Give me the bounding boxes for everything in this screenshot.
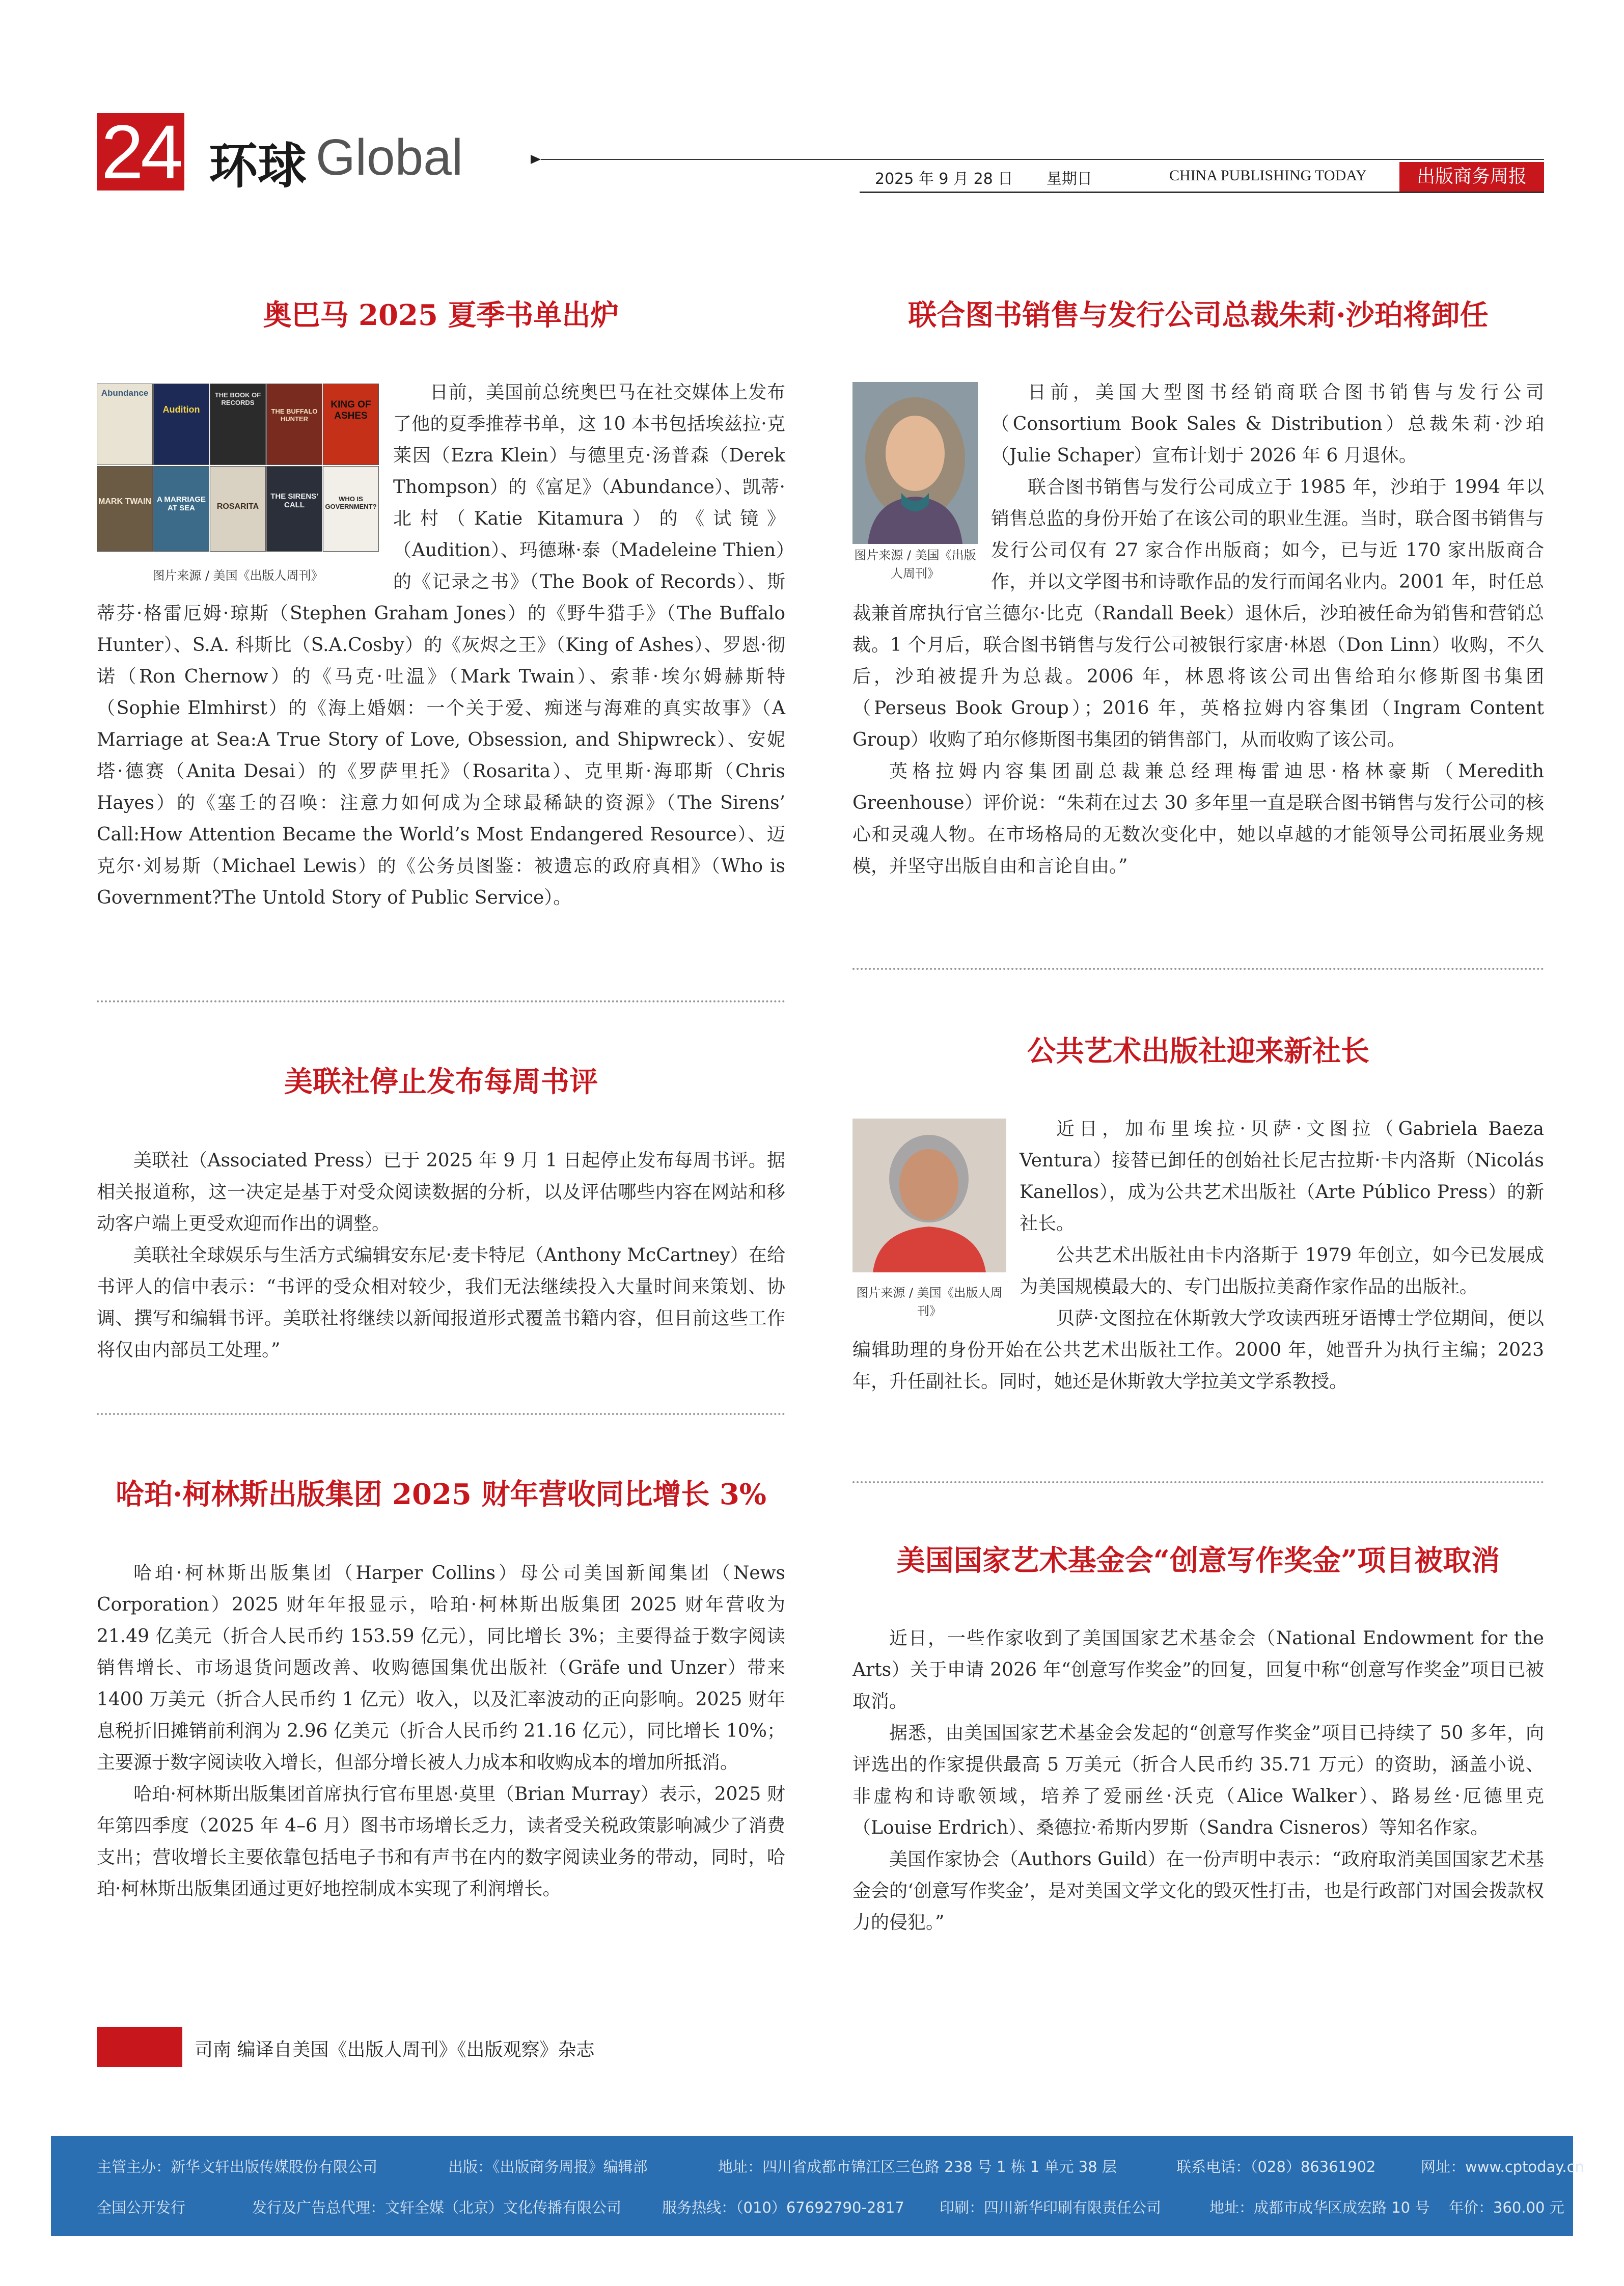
header-underline xyxy=(860,192,1544,193)
paragraph: 美国作家协会（Authors Guild）在一份声明中表示：“政府取消美国国家艺术基金会的‘创意写作奖金’，是对美国文学文化的毁灭性打击，也是行政部门对国会拨款权力的侵犯。” xyxy=(852,1849,1544,1933)
article-body-nea xyxy=(852,1623,1544,1939)
image-caption: 图片来源 / 美国《出版人周刊》 xyxy=(152,568,323,583)
article-body-arte xyxy=(852,1113,1544,1398)
article-title-obama: 奥巴马 2025 夏季书单出炉 xyxy=(263,298,619,332)
paper-name-cn: 出版商务周报 xyxy=(1399,162,1544,192)
cover-title: ROSARITA xyxy=(216,502,259,511)
cover-title: THE SIRENS' CALL xyxy=(270,492,318,509)
paragraph: 近日，一些作家收到了美国国家艺术基金会（National Endowment for the Arts）关于申请 2026 年“创意写作奖金”的回复，回复中称“创意写作奖金”项目已被取消。 xyxy=(852,1628,1544,1712)
image-caption: 图片来源 / 美国《出版人周刊》 xyxy=(854,548,976,581)
image-spacer xyxy=(852,377,978,591)
footer-website[interactable]: 网址：www.cptoday.cn xyxy=(1421,2158,1584,2175)
footer-price: 年价：360.00 元 xyxy=(1449,2199,1564,2216)
article-title-harper: 哈珀·柯林斯出版集团 2025 财年营收同比增长 3% xyxy=(115,1478,767,1511)
paragraph: 美联社全球娱乐与生活方式编辑安东尼·麦卡特尼（Anthony McCartney）在给书评人的信中表示：“书评的受众相对较少，我们无法继续投入大量时间来策划、协调、撰写和编辑书评。美联社将继续以新闻报道形式覆盖书籍内容，但目前这些工作将仅由内部员工处理。” xyxy=(97,1245,785,1360)
article-body-obama xyxy=(97,377,785,914)
paragraph: 联合图书销售与发行公司成立于 1985 年，沙珀于 1994 年以销售总监的身份开始了在该公司的职业生涯。当时，联合图书销售与发行公司仅有 27 家合作出版商；如今，已与近 170 家出版商合作，并以文学图书和诗歌作品的发行而闻名业内。2001 年，时任总裁兼首席执行官兰德尔·比克（Randall Beek）退休后，沙珀被任命为销售和营销总裁。1 个月后，联合图书销售与发行公司被银行家唐·林恩（Don Linn）收购，不久后，沙珀被提升为总裁。2006 年，林恩将该公司出售给珀尔修斯图书集团（Perseus Book Group）；2016 年，英格拉姆内容集团（Ingram Content Group）收购了珀尔修斯图书集团的销售部门，从而收购了该公司。 xyxy=(852,477,1544,750)
footer-editor: 出版：《出版商务周报》编辑部 xyxy=(448,2158,648,2175)
cover-title: A MARRIAGE AT SEA xyxy=(156,495,206,512)
article-body-harper xyxy=(97,1558,785,1905)
article-title-consortium: 联合图书销售与发行公司总裁朱莉·沙珀将卸任 xyxy=(908,298,1489,332)
footer-publisher: 主管主办：新华文轩出版传媒股份有限公司 xyxy=(97,2158,378,2175)
footer-address2: 地址：成都市成华区成宏路 10 号 xyxy=(1209,2199,1430,2216)
paragraph: 近日，加布里埃拉·贝萨·文图拉（Gabriela Baeza Ventura）接替已卸任的创始社长尼古拉斯·卡内洛斯（Nicolás Kanellos），成为公共艺术出版社（Arte Público Press）的新社长。 xyxy=(1020,1119,1544,1234)
footer-address: 地址：四川省成都市锦江区三色路 238 号 1 栋 1 单元 38 层 xyxy=(718,2158,1117,2175)
paragraph: 哈珀·柯林斯出版集团（Harper Collins）母公司美国新闻集团（News Corporation）2025 财年年报显示，哈珀·柯林斯出版集团 2025 财年营收为 21.49 亿美元（折合人民币约 153.59 亿元），同比增长 3%；主要得益于数字阅读销售增长、市场退货问题改善、收购德国集优出版社（Gräfe und Unzer）带来 1400 万美元（折合人民币约 1 亿元）收入，以及汇率波动的正向影响。2025 财年息税折旧摊销前利润为 2.96 亿美元（折合人民币约 21.16 亿元），同比增长 10%；主要源于数字阅读收入增长，但部分增长被人力成本和收购成本的增加所抵消。 xyxy=(97,1563,785,1773)
header-arrow-icon xyxy=(531,155,541,164)
cover-title: THE BOOK OF RECORDS xyxy=(214,391,261,406)
paragraph: 美联社（Associated Press）已于 2025 年 9 月 1 日起停止发布每周书评。据相关报道称，这一决定是基于对受众阅读数据的分析，以及评估哪些内容在网站和移动客户端上更受欢迎而作出的调整。 xyxy=(97,1150,785,1234)
cover-title: Audition xyxy=(162,404,200,415)
footer-printer: 印刷：四川新华印刷有限责任公司 xyxy=(940,2199,1162,2216)
article-body-consortium xyxy=(852,377,1544,882)
section-title-en: Global xyxy=(316,129,463,186)
credit-line: 司南 编译自美国《出版人周刊》《出版观察》杂志 xyxy=(195,2039,595,2060)
credit-bar xyxy=(97,2027,182,2067)
section-title-cn: 环球 xyxy=(209,138,307,195)
section-divider xyxy=(97,1000,785,1002)
cover-title: Abundance xyxy=(101,388,149,398)
footer-bar xyxy=(51,2136,1584,2236)
section-divider xyxy=(852,1481,1544,1483)
header-rule xyxy=(541,159,1544,160)
section-divider xyxy=(852,968,1544,970)
cover-title: KING OF ASHES xyxy=(331,399,371,421)
footer-phone: 联系电话：（028）86361902 xyxy=(1176,2158,1376,2175)
paragraph: 公共艺术出版社由卡内洛斯于 1979 年创立，如今已发展成为美国规模最大的、专门出版拉美裔作家作品的出版社。 xyxy=(1020,1245,1544,1297)
article-title-arte: 公共艺术出版社迎来新社长 xyxy=(1027,1035,1369,1068)
paragraph: 据悉，由美国国家艺术基金会发起的“创意写作奖金”项目已持续了 50 多年，向评选出的作家提供最高 5 万美元（折合人民币约 35.71 万元）的资助，涵盖小说、非虚构和诗歌领域，培养了爱丽丝·沃克（Alice Walker）、路易丝·厄德里克（Louise Erdrich）、桑德拉·希斯内罗斯（Sandra Cisneros）等知名作家。 xyxy=(852,1723,1544,1838)
page-number: 24 xyxy=(97,113,184,190)
image-caption: 图片来源 / 美国《出版人周刊》 xyxy=(856,1286,1003,1318)
footer-agent: 发行及广告总代理：文轩全媒（北京）文化传播有限公司 xyxy=(252,2199,622,2216)
footer-hotline: 服务热线：（010）67692790-2817 xyxy=(662,2199,904,2216)
cover-title: MARK TWAIN xyxy=(98,497,151,506)
paper-name-en: CHINA PUBLISHING TODAY xyxy=(1169,167,1367,184)
issue-weekday: 星期日 xyxy=(1047,170,1092,188)
image-spacer xyxy=(97,377,379,591)
paragraph: 日前，美国前总统奥巴马在社交媒体上发布了他的夏季推荐书单，这 10 本书包括埃兹拉·克莱因（Ezra Klein）与德里克·汤普森（Derek Thompson）的《富足》（Abundance）、凯蒂·北村（Katie Kitamura）的《试镜》（Audition）、玛德琳·泰（Madeleine Thien）的《记录之书》（The Book of Records）、斯蒂芬·格雷厄姆·琼斯（Stephen Graham Jones）的《野牛猎手》（The Buffalo Hunter）、S.A. 科斯比（S.A.Cosby）的《灰烬之王》（King of Ashes）、罗恩·彻诺（Ron Chernow）的《马克·吐温》（Mark Twain）、索菲·埃尔姆赫斯特（Sophie Elmhirst）的《海上婚姻：一个关于爱、痴迷与海难的真实故事》（A Marriage at Sea:A True Story of Love, Obsession, and Shipwreck）、安妮塔·德赛（Anita Desai）的《罗萨里托》（Rosarita）、克里斯·海耶斯（Chris Hayes）的《塞壬的召唤：注意力如何成为全球最稀缺的资源》（The Sirens’ Call:How Attention Became the World’s Most Endangered Resource）、迈克尔·刘易斯（Michael Lewis）的《公务员图鉴：被遗忘的政府真相》（Who is Government?The Untold Story of Public Service）。 xyxy=(97,382,785,908)
article-body-ap xyxy=(97,1145,785,1366)
paragraph: 哈珀·柯林斯出版集团首席执行官布里恩·莫里（Brian Murray）表示，2025 财年第四季度（2025 年 4–6 月）图书市场增长乏力，读者受关税政策影响减少了消费支出；营收增长主要依靠包括电子书和有声书在内的数字阅读业务的带动，同时，哈珀·柯林斯出版集团通过更好地控制成本实现了利润增长。 xyxy=(97,1784,785,1899)
article-title-nea: 美国国家艺术基金会“创意写作奖金”项目被取消 xyxy=(896,1544,1500,1577)
article-title-ap: 美联社停止发布每周书评 xyxy=(284,1065,598,1099)
cover-title: THE BUFFALO HUNTER xyxy=(271,407,318,423)
paragraph: 英格拉姆内容集团副总裁兼总经理梅雷迪思·格林豪斯（Meredith Greenhouse）评价说：“朱莉在过去 30 多年里一直是联合图书销售与发行公司的核心和灵魂人物。在市场格局的无数次变化中，她以卓越的才能领导公司拓展业务规模，并坚守出版自由和言论自由。” xyxy=(852,761,1544,877)
cover-title: WHO IS GOVERNMENT? xyxy=(325,495,377,510)
footer-distribution: 全国公开发行 xyxy=(97,2199,186,2216)
paragraph: 日前，美国大型图书经销商联合图书销售与发行公司（Consortium Book Sales & Distribution）总裁朱莉·沙珀（Julie Schaper）宣布计划于 2026 年 6 月退休。 xyxy=(991,382,1544,466)
section-divider xyxy=(97,1413,785,1415)
issue-date: 2025 年 9 月 28 日 xyxy=(875,170,1013,188)
image-spacer xyxy=(852,1113,1006,1320)
paragraph: 贝萨·文图拉在休斯敦大学攻读西班牙语博士学位期间，便以编辑助理的身份开始在公共艺术出版社工作。2000 年，她晋升为执行主编；2023 年，升任副社长。同时，她还是休斯敦大学拉美文学系教授。 xyxy=(852,1308,1544,1392)
